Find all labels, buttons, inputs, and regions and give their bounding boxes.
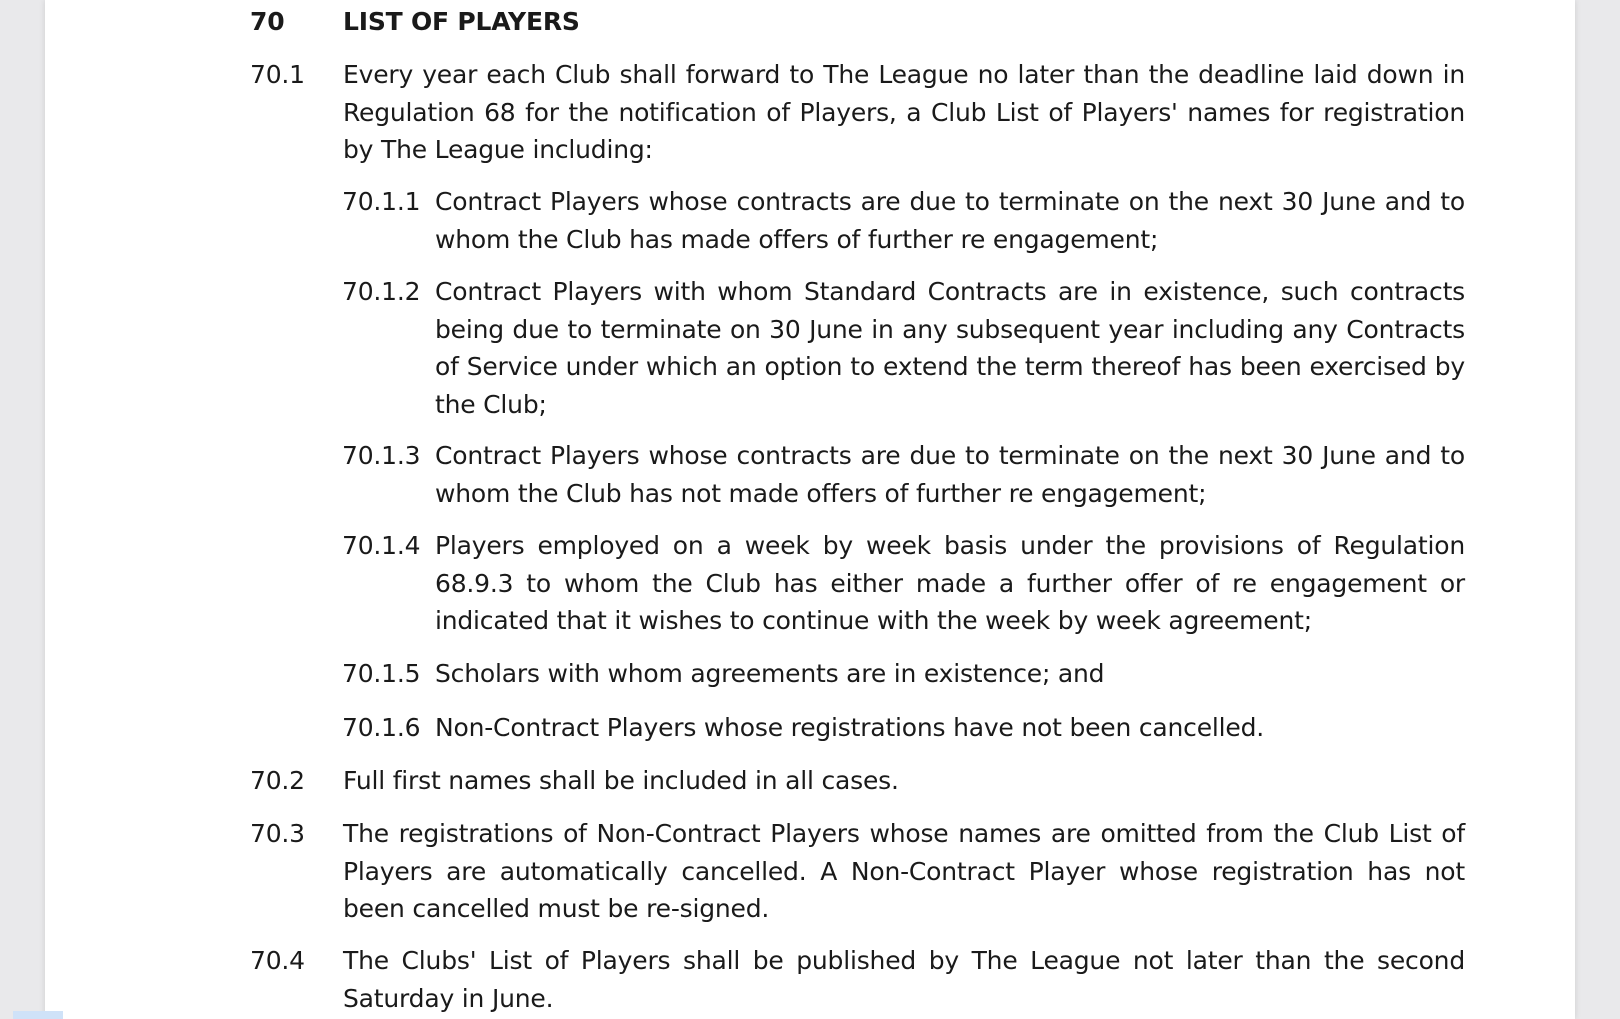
clause-number: 70.1.2 — [342, 277, 421, 306]
clause-text: The registrations of Non-Contract Players whose names are omitted from the Club List of Players are automatically cancelled. A Non-Contract Player whose registration has not been cancelled must be re-signed. — [343, 819, 1465, 923]
section-number: 70 — [250, 7, 285, 36]
clause-text: Non-Contract Players whose registrations have not been cancelled. — [435, 713, 1264, 742]
clause-number: 70.1 — [250, 60, 305, 89]
selection-highlight — [13, 1011, 63, 1019]
clause-number: 70.1.3 — [342, 441, 421, 470]
clause-number: 70.4 — [250, 946, 305, 975]
clause-number: 70.1.4 — [342, 531, 421, 560]
clause-number: 70.1.5 — [342, 659, 421, 688]
section-title: LIST OF PLAYERS — [343, 7, 580, 36]
clause-number: 70.1.1 — [342, 187, 421, 216]
clause-number: 70.1.6 — [342, 713, 421, 742]
clause-text: Full first names shall be included in all cases. — [343, 766, 899, 795]
clause-text: Scholars with whom agreements are in existence; and — [435, 659, 1105, 688]
clause-text: The Clubs' List of Players shall be published by The League not later than the second Saturday in June. — [343, 946, 1465, 1013]
clause-text: Players employed on a week by week basis under the provisions of Regulation 68.9.3 to whom the Club has either made a further offer of re engagement or indicated that it wishes to continue with the week by week agreement; — [435, 531, 1465, 635]
clause-text: Contract Players whose contracts are due to terminate on the next 30 June and to whom the Club has made offers of further re engagement; — [435, 187, 1465, 254]
document-page — [45, 0, 1575, 1019]
clause-text: Every year each Club shall forward to The League no later than the deadline laid down in Regulation 68 for the notification of Players, a Club List of Players' names for registration by The League including: — [343, 60, 1465, 164]
clause-text: Contract Players whose contracts are due to terminate on the next 30 June and to whom the Club has not made offers of further re engagement; — [435, 441, 1465, 508]
clause-text: Contract Players with whom Standard Contracts are in existence, such contracts being due to terminate on 30 June in any subsequent year including any Contracts of Service under which an option to extend the term thereof has been exercised by the Club; — [435, 277, 1465, 419]
clause-number: 70.3 — [250, 819, 305, 848]
clause-number: 70.2 — [250, 766, 305, 795]
